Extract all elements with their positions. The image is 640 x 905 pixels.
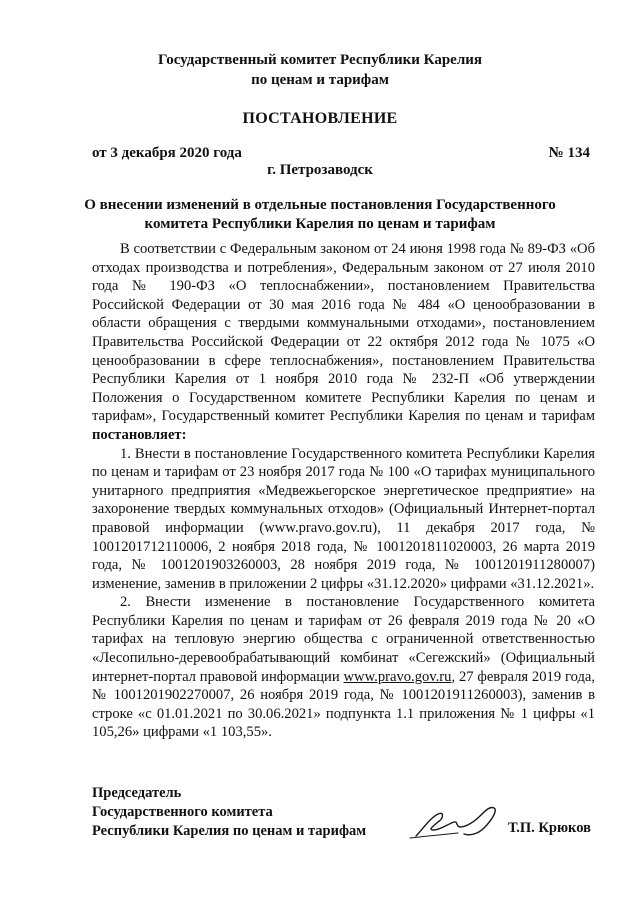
handwritten-signature [408, 800, 504, 840]
document-type: ПОСТАНОВЛЕНИЕ [242, 110, 398, 127]
document-city: г. Петрозаводск [267, 162, 373, 178]
pravo-gov-link[interactable]: www.pravo.gov.ru [343, 668, 452, 685]
document-title-line1: О внесении изменений в отдельные постановления Государственного [84, 197, 556, 213]
document-number: № 134 [548, 145, 590, 161]
org-name-line1: Государственный комитет Республики Карелия [158, 52, 482, 68]
org-name-line2: по ценам и тарифам [251, 72, 389, 88]
signature-title-line2: Государственного комитета [92, 804, 273, 820]
preamble-paragraph [92, 240, 595, 445]
document-body [92, 240, 595, 742]
document-date: от 3 декабря 2020 года [92, 145, 242, 161]
preamble-decision: постановляет: [92, 426, 187, 443]
item-1-paragraph: 1. Внести в постановление Государственного комитета Республики Карелия по ценам и тарифам от 23 ноября 2017 года № 100 «О тарифах муниципального унитарного предприятия «Медвежьегорское энергетическое предприятие» на захоронение твердых коммунальных отходов» (Официальный Интернет-портал правовой информации (www.pravo.gov.ru), 11 декабря 2017 года, № 1001201712110006, 2 ноября 2018 года, № 1001201811020003, 26 марта 2019 года, № 1001201903260003, 28 ноября 2019 года, № 1001201911280007) изменение, заменив в приложении 2 цифры «31.12.2020» цифрами «31.12.2021». [92, 445, 595, 592]
signer-name: Т.П. Крюков [508, 820, 591, 836]
item-2-paragraph [92, 593, 595, 742]
signature-title-line1: Председатель [92, 785, 182, 801]
item-2-text-part1: 2. Внести изменение в постановление Государственного комитета Республики Карелия по ценам и тарифам от 26 февраля 2019 года № 20 «О тарифах на тепловую энергию общества с ограниченной ответственностью «Лесопильно-деревообрабатывающий комбинат «Сегежский» (Официальный интернет-портал правовой информации [92, 594, 595, 685]
preamble-text: В соответствии с Федеральным законом от 24 июня 1998 года № 89-ФЗ «Об отходах производства и потребления», Федеральным законом от 27 июля 2010 года № 190-ФЗ «О теплоснабжении», постановлением Правительства Российской Федерации от 30 мая 2016 года № 484 «О ценообразовании в области обращения с твердыми коммунальными отходами», постановлением Правительства Российской Федерации от 22 октября 2012 года № 1075 «О ценообразовании в сфере теплоснабжения», постановлением Правительства Республики Карелия от 1 ноября 2010 года № 232-П «Об утверждении Положения о Государственном комитете Республики Карелия по ценам и тарифам», Государственный комитет Республики Карелия по ценам и тарифам [92, 241, 595, 425]
signature-title-line3: Республики Карелия по ценам и тарифам [92, 823, 367, 839]
document-title-line2: комитета Республики Карелия по ценам и тарифам [144, 216, 496, 232]
item-2-text-part2: , 27 февраля 2019 года, № 1001201902270007, 26 ноября 2019 года, № 1001201911260003), заменив в строке «с 01.01.2021 по 30.06.2021» подпункта 1.1 приложения № 1 цифры «1 105,26» цифрами «1 103,55». [92, 668, 595, 741]
signature-block [92, 784, 366, 841]
